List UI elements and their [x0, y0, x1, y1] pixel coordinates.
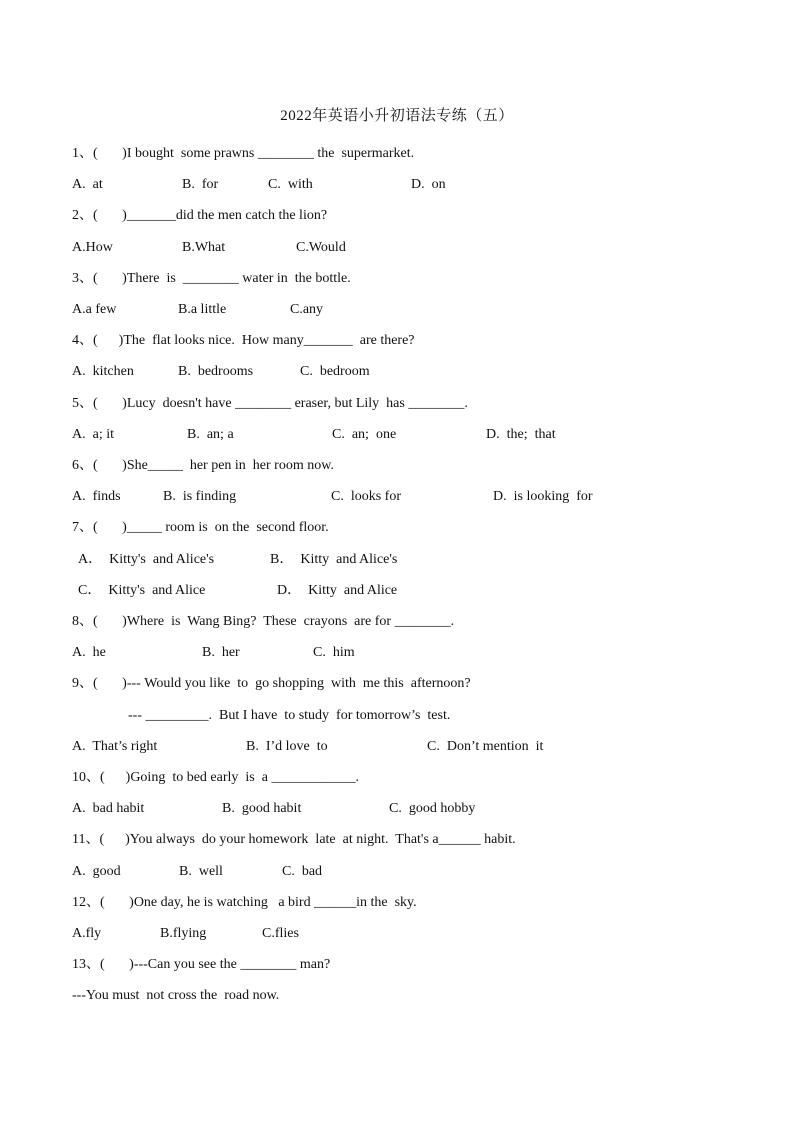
- question-10-option-b: B. good habit: [222, 801, 302, 816]
- question-5-option-a: A. a; it: [72, 427, 114, 442]
- question-6-option-a: A. finds: [72, 489, 121, 504]
- question-9-option-a: A. That’s right: [72, 739, 158, 754]
- page-title: 2022年英语小升初语法专练（五）: [280, 108, 514, 124]
- question-8-stem: 8、( )Where is Wang Bing? These crayons are for ________.: [72, 614, 455, 629]
- question-2-option-a: A.How: [72, 240, 113, 255]
- question-9-option-c: C. Don’t mention it: [427, 739, 544, 754]
- question-7-option-b: B． Kitty and Alice's: [270, 552, 398, 567]
- question-12-option-b: B.flying: [160, 926, 207, 941]
- question-5-option-b: B. an; a: [187, 427, 234, 442]
- question-6-option-c: C. looks for: [331, 489, 401, 504]
- question-5-stem: 5、( )Lucy doesn't have ________ eraser, but Lily has ________.: [72, 396, 468, 411]
- question-1-option-c: C. with: [268, 177, 313, 192]
- question-12-stem: 12、( )One day, he is watching a bird ______in the sky.: [72, 895, 417, 910]
- question-10-stem: 10、( )Going to bed early is a ____________.: [72, 770, 359, 785]
- question-13-reply: ---You must not cross the road now.: [72, 988, 280, 1003]
- question-12-option-a: A.fly: [72, 926, 102, 941]
- question-11-option-c: C. bad: [282, 864, 323, 879]
- question-1-option-d: D. on: [411, 177, 446, 192]
- question-4-stem: 4、( )The flat looks nice. How many_______ are there?: [72, 333, 415, 348]
- question-2-option-c: C.Would: [296, 240, 346, 255]
- question-6-option-b: B. is finding: [163, 489, 237, 504]
- question-11-option-a: A. good: [72, 864, 121, 879]
- question-7-option-c: C． Kitty's and Alice: [78, 583, 206, 598]
- question-1-option-a: A. at: [72, 177, 103, 192]
- question-3-option-c: C.any: [290, 302, 324, 317]
- question-7-option-a: A． Kitty's and Alice's: [78, 552, 215, 567]
- question-4-option-c: C. bedroom: [300, 364, 370, 379]
- question-4-option-b: B. bedrooms: [178, 364, 254, 379]
- question-10-option-a: A. bad habit: [72, 801, 145, 816]
- question-1-stem: 1、( )I bought some prawns ________ the supermarket.: [72, 146, 415, 161]
- question-11-option-b: B. well: [179, 864, 223, 879]
- question-9-stem: 9、( )--- Would you like to go shopping with me this afternoon?: [72, 676, 471, 691]
- question-8-option-b: B. her: [202, 645, 240, 660]
- question-9-reply: --- _________. But I have to study for tomorrow’s test.: [128, 708, 451, 723]
- question-8-option-c: C. him: [313, 645, 355, 660]
- question-4-option-a: A. kitchen: [72, 364, 134, 379]
- question-13-stem: 13、( )---Can you see the ________ man?: [72, 957, 331, 972]
- question-6-stem: 6、( )She_____ her pen in her room now.: [72, 458, 334, 473]
- question-12-option-c: C.flies: [262, 926, 299, 941]
- question-5-option-c: C. an; one: [332, 427, 397, 442]
- question-3-stem: 3、( )There is ________ water in the bottle.: [72, 271, 351, 286]
- question-11-stem: 11、( )You always do your homework late at night. That's a______ habit.: [72, 832, 516, 847]
- question-2-stem: 2、( )_______did the men catch the lion?: [72, 208, 328, 223]
- question-2-option-b: B.What: [182, 240, 226, 255]
- question-5-option-d: D. the; that: [486, 427, 556, 442]
- question-7-option-d: D． Kitty and Alice: [277, 583, 398, 598]
- question-3-option-b: B.a little: [178, 302, 227, 317]
- question-1-option-b: B. for: [182, 177, 219, 192]
- question-10-option-c: C. good hobby: [389, 801, 476, 816]
- question-9-option-b: B. I’d love to: [246, 739, 328, 754]
- question-7-stem: 7、( )_____ room is on the second floor.: [72, 520, 329, 535]
- question-6-option-d: D. is looking for: [493, 489, 593, 504]
- question-8-option-a: A. he: [72, 645, 106, 660]
- question-3-option-a: A.a few: [72, 302, 117, 317]
